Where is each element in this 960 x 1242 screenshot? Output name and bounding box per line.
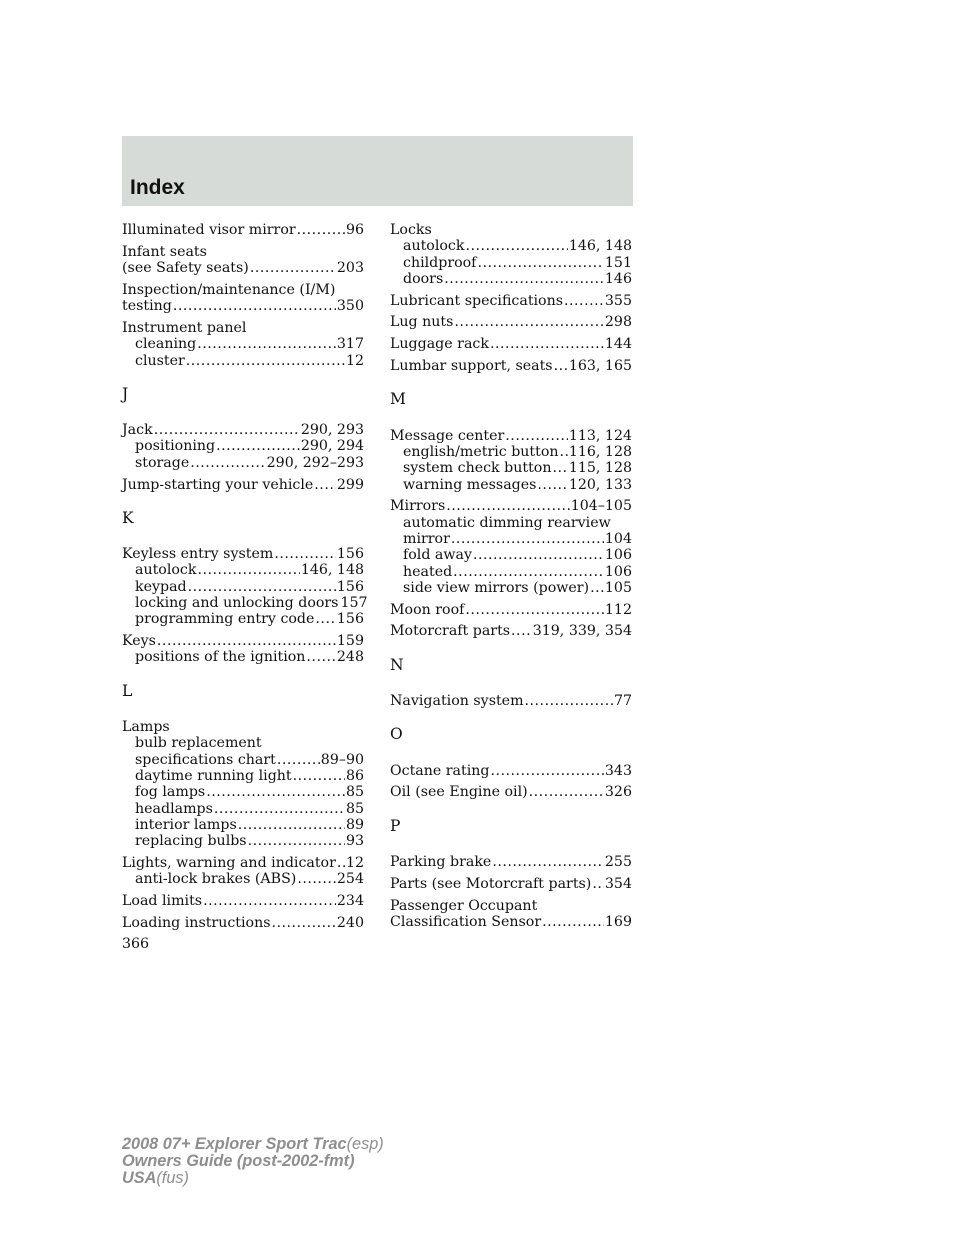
index-term: programming entry code xyxy=(135,611,315,628)
index-term-line xyxy=(122,477,364,493)
index-term: locking and unlocking doors xyxy=(135,595,339,612)
index-term: Passenger Occupant xyxy=(390,897,538,914)
index-term: Infant seats xyxy=(122,243,207,260)
page-reference: 115, 128 xyxy=(568,460,632,477)
index-entry xyxy=(122,244,364,277)
dot-leader xyxy=(186,353,345,369)
index-subentry xyxy=(122,336,364,352)
index-entry xyxy=(122,546,368,628)
page-reference: 146, 148 xyxy=(300,562,364,579)
dot-leader xyxy=(505,428,568,444)
index-term: warning messages xyxy=(403,476,537,493)
index-term: Navigation system xyxy=(390,693,524,710)
page-reference: 319, 339, 354 xyxy=(532,623,632,640)
dot-leader xyxy=(274,546,336,562)
page-reference: 151 xyxy=(604,254,632,271)
index-term: Jump-starting your vehicle xyxy=(122,476,314,493)
page-reference: 86 xyxy=(345,767,364,784)
page-number: 366 xyxy=(122,936,150,952)
page-reference: 169 xyxy=(604,913,632,930)
page-title: Index xyxy=(130,176,185,199)
index-term: cluster xyxy=(135,352,185,369)
dot-leader xyxy=(238,817,345,833)
index-term: headlamps xyxy=(135,800,213,817)
index-term-line xyxy=(390,854,632,870)
page-reference: 120, 133 xyxy=(568,476,632,493)
index-term-line xyxy=(122,422,364,438)
index-term: mirror xyxy=(403,530,450,547)
index-term: positioning xyxy=(135,438,216,455)
index-term: autolock xyxy=(135,562,197,579)
footer xyxy=(122,1136,384,1187)
index-term: storage xyxy=(135,454,190,471)
dot-leader xyxy=(306,649,335,665)
dot-leader xyxy=(444,271,604,287)
index-term-line xyxy=(122,260,364,276)
index-entry xyxy=(122,282,364,315)
dot-leader xyxy=(473,547,604,563)
dot-leader xyxy=(490,336,604,352)
index-entry xyxy=(390,784,632,800)
page-reference: 255 xyxy=(604,854,632,871)
index-term: fold away xyxy=(403,547,472,564)
index-subentry xyxy=(390,255,632,271)
dot-leader xyxy=(216,438,300,454)
index-subentry xyxy=(122,611,364,627)
index-term: keypad xyxy=(135,578,187,595)
dot-leader xyxy=(465,602,604,618)
index-term: positions of the ignition xyxy=(135,649,306,666)
index-term: Inspection/maintenance (I/M) xyxy=(122,281,336,298)
dot-leader xyxy=(197,562,299,578)
dot-leader xyxy=(525,693,613,709)
index-term-line xyxy=(122,244,364,260)
index-column-right xyxy=(390,222,632,936)
index-term: automatic dimming rearview xyxy=(403,514,611,531)
index-subentry xyxy=(122,871,364,887)
index-term-line xyxy=(390,498,632,514)
footer-line-1: 2008 07+ Explorer Sport Trac(esp) xyxy=(122,1135,384,1153)
section-letter: L xyxy=(122,681,133,700)
index-term-line xyxy=(390,914,632,930)
dot-leader xyxy=(314,477,336,493)
index-term-line xyxy=(390,428,632,444)
index-term-line xyxy=(390,293,632,309)
index-term: Parts (see Motorcraft parts) xyxy=(390,875,592,892)
index-subentry xyxy=(390,547,632,563)
page-reference: 326 xyxy=(604,784,632,801)
index-term: Lamps xyxy=(122,719,170,736)
page-reference: 354 xyxy=(604,875,632,892)
section-letter: M xyxy=(390,390,406,409)
page-reference: 106 xyxy=(604,547,632,564)
dot-leader xyxy=(490,763,603,779)
page-reference: 77 xyxy=(613,693,632,710)
index-term: interior lamps xyxy=(135,816,237,833)
index-entry xyxy=(390,222,632,287)
page-reference: 106 xyxy=(604,563,632,580)
index-entry xyxy=(390,336,632,352)
index-term: bulb replacement xyxy=(135,735,262,752)
dot-leader xyxy=(537,477,567,493)
index-subentry xyxy=(390,271,632,287)
index-term-line xyxy=(122,546,364,562)
index-term: anti-lock brakes (ABS) xyxy=(135,871,297,888)
page-reference: 248 xyxy=(336,649,364,666)
page-reference: 299 xyxy=(336,476,364,493)
index-term: Lights, warning and indicator xyxy=(122,854,336,871)
index-term: Octane rating xyxy=(390,762,490,779)
index-entry xyxy=(390,876,632,892)
dot-leader xyxy=(590,580,604,596)
index-term: specifications chart xyxy=(135,751,276,768)
dot-leader xyxy=(511,623,532,639)
index-term-line xyxy=(122,855,364,871)
index-term: Lug nuts xyxy=(390,314,454,331)
page-reference: 290, 294 xyxy=(300,438,364,455)
dot-leader xyxy=(173,298,336,314)
dot-leader xyxy=(248,833,345,849)
index-entry xyxy=(390,898,632,931)
index-term: Classification Sensor xyxy=(390,913,542,930)
section-letter: O xyxy=(390,725,403,744)
index-subentry xyxy=(122,784,364,800)
dot-leader xyxy=(552,460,567,476)
page-reference: 96 xyxy=(345,222,364,238)
dot-leader xyxy=(529,784,604,800)
dot-leader xyxy=(564,293,604,309)
page-reference: 203 xyxy=(336,260,364,277)
index-subentry xyxy=(390,515,632,531)
dot-leader xyxy=(277,752,320,768)
page-reference: 104 xyxy=(604,530,632,547)
index-subentry xyxy=(390,238,632,254)
index-entry xyxy=(122,320,364,369)
page-reference: 85 xyxy=(345,800,364,817)
index-term: testing xyxy=(122,298,172,315)
index-entry xyxy=(390,293,632,309)
index-subentry xyxy=(122,579,364,595)
dot-leader xyxy=(157,633,336,649)
index-term: fog lamps xyxy=(135,784,206,801)
dot-leader xyxy=(297,222,345,238)
index-term: Message center xyxy=(390,427,505,444)
dot-leader xyxy=(315,611,335,627)
page-reference: 290, 293 xyxy=(300,422,364,439)
page-reference: 105 xyxy=(604,579,632,596)
index-term: Jack xyxy=(122,422,153,439)
index-subentry xyxy=(122,768,364,784)
dot-leader xyxy=(477,255,603,271)
index-term-line xyxy=(390,336,632,352)
index-term-line xyxy=(390,358,632,374)
index-term: Parking brake xyxy=(390,854,492,871)
index-subentry xyxy=(122,595,368,612)
index-term: Instrument panel xyxy=(122,319,247,336)
dot-leader xyxy=(492,854,604,870)
dot-leader xyxy=(188,579,336,595)
page-reference: 12 xyxy=(345,352,364,369)
page-reference: 159 xyxy=(336,633,364,650)
index-entry xyxy=(390,693,632,709)
index-term-line xyxy=(122,222,364,238)
index-subentry xyxy=(390,477,632,493)
index-entry xyxy=(122,633,364,666)
dot-leader xyxy=(454,314,603,330)
index-subentry xyxy=(122,438,364,454)
index-term: Oil (see Engine oil) xyxy=(390,784,528,801)
page-reference: 93 xyxy=(345,833,364,850)
page-reference: 116, 128 xyxy=(568,443,632,460)
dot-leader xyxy=(542,914,604,930)
index-term-line xyxy=(122,298,364,314)
dot-leader xyxy=(297,871,336,887)
index-term: Load limits xyxy=(122,893,203,909)
page-reference: 298 xyxy=(604,314,632,331)
section-letter: N xyxy=(390,655,404,674)
index-term: Locks xyxy=(390,222,432,238)
index-entry xyxy=(122,422,364,471)
index-term-line xyxy=(122,915,364,931)
index-column-left xyxy=(122,222,368,937)
dot-leader xyxy=(451,531,604,547)
index-entry xyxy=(390,314,632,330)
section-letter: J xyxy=(122,384,129,403)
dot-leader xyxy=(453,564,604,580)
dot-leader xyxy=(154,422,300,438)
dot-leader xyxy=(197,336,336,352)
index-term: Moon roof xyxy=(390,601,465,618)
index-entry xyxy=(122,893,364,909)
page-reference: 89–90 xyxy=(320,751,364,768)
page-reference: 146 xyxy=(604,270,632,287)
index-term-line xyxy=(390,222,632,238)
index-term: Keyless entry system xyxy=(122,546,274,563)
index-term: Lumbar support, seats xyxy=(390,358,553,375)
page-reference: 12 xyxy=(345,854,364,871)
index-term-line xyxy=(122,320,364,336)
index-term: daytime running light xyxy=(135,767,292,784)
index-term-line xyxy=(390,763,632,779)
index-term: Mirrors xyxy=(390,498,446,515)
dot-leader xyxy=(337,855,345,871)
index-subentry xyxy=(122,833,364,849)
index-entry xyxy=(122,915,364,931)
index-term-line xyxy=(390,602,632,618)
index-entry xyxy=(122,855,364,888)
index-term: Loading instructions xyxy=(122,914,271,931)
index-term: Keys xyxy=(122,633,156,650)
dot-leader xyxy=(214,801,345,817)
page-reference: 355 xyxy=(604,292,632,309)
index-entry xyxy=(390,498,632,596)
dot-leader xyxy=(203,893,336,909)
page-reference: 144 xyxy=(604,336,632,353)
index-term: doors xyxy=(403,270,444,287)
index-term: Motorcraft parts xyxy=(390,623,511,640)
page-reference: 157 xyxy=(340,595,368,612)
dot-leader xyxy=(554,358,568,374)
index-term-line xyxy=(122,633,364,649)
index-term: Illuminated visor mirror xyxy=(122,222,296,238)
page-reference: 146, 148 xyxy=(568,238,632,255)
dot-leader xyxy=(560,444,568,460)
index-subentry xyxy=(122,562,364,578)
section-letter: P xyxy=(390,816,401,835)
index-subentry xyxy=(390,580,632,596)
page-reference: 317 xyxy=(336,336,364,353)
header-band xyxy=(122,136,633,206)
index-term-line xyxy=(390,876,632,892)
dot-leader xyxy=(592,876,604,892)
section-letter: K xyxy=(122,508,134,527)
page-reference: 240 xyxy=(336,914,364,931)
page-reference: 156 xyxy=(336,611,364,628)
page-reference: 254 xyxy=(336,871,364,888)
index-term-line xyxy=(122,893,364,909)
index-term-line xyxy=(390,693,632,709)
footer-line-2: Owners Guide (post-2002-fmt) xyxy=(122,1152,355,1170)
index-term-line xyxy=(122,282,364,298)
index-entry xyxy=(122,719,364,849)
dot-leader xyxy=(272,915,336,931)
dot-leader xyxy=(250,260,336,276)
index-term: Lubricant specifications xyxy=(390,292,564,309)
index-term: side view mirrors (power) xyxy=(403,579,590,596)
index-entry xyxy=(390,854,632,870)
page-reference: 156 xyxy=(336,546,364,563)
index-subentry xyxy=(122,801,364,817)
dot-leader xyxy=(293,768,345,784)
index-subentry xyxy=(122,817,364,833)
page-reference: 290, 292–293 xyxy=(266,454,364,471)
index-term-line xyxy=(390,623,632,639)
index-term: (see Safety seats) xyxy=(122,260,249,277)
index-entry xyxy=(390,763,632,779)
index-entry xyxy=(390,358,632,374)
index-entry xyxy=(390,428,632,493)
dot-leader xyxy=(465,238,567,254)
index-term: autolock xyxy=(403,238,465,255)
index-subentry xyxy=(390,564,632,580)
index-term: system check button xyxy=(403,460,552,477)
page-reference: 350 xyxy=(336,298,364,315)
index-subentry xyxy=(122,735,364,751)
index-term-line xyxy=(390,314,632,330)
index-entry xyxy=(390,623,632,639)
index-term: Luggage rack xyxy=(390,336,489,353)
index-term: heated xyxy=(403,563,453,580)
page-reference: 112 xyxy=(604,601,632,618)
index-term: english/metric button xyxy=(403,443,559,460)
footer-line-3: USA(fus) xyxy=(122,1169,189,1187)
index-term-line xyxy=(122,719,364,735)
page-reference: 113, 124 xyxy=(568,427,632,444)
dot-leader xyxy=(446,498,570,514)
dot-leader xyxy=(206,784,345,800)
page-reference: 163, 165 xyxy=(568,358,632,375)
index-subentry xyxy=(390,531,632,547)
page-reference: 104–105 xyxy=(570,498,632,515)
index-subentry xyxy=(122,752,364,768)
index-subentry xyxy=(122,455,364,471)
index-entry xyxy=(122,477,364,493)
index-term-line xyxy=(390,784,632,800)
index-entry xyxy=(122,222,364,238)
index-term: replacing bulbs xyxy=(135,833,247,850)
index-subentry xyxy=(122,649,364,665)
index-term-line xyxy=(390,898,632,914)
page-reference: 234 xyxy=(336,893,364,909)
index-term: cleaning xyxy=(135,336,197,353)
index-subentry xyxy=(390,460,632,476)
page-reference: 89 xyxy=(345,816,364,833)
dot-leader xyxy=(190,455,265,471)
index-entry xyxy=(390,602,632,618)
index-subentry xyxy=(390,444,632,460)
index-subentry xyxy=(122,353,364,369)
page-reference: 85 xyxy=(345,784,364,801)
index-term: childproof xyxy=(403,254,477,271)
page-reference: 343 xyxy=(604,762,632,779)
page-reference: 156 xyxy=(336,578,364,595)
